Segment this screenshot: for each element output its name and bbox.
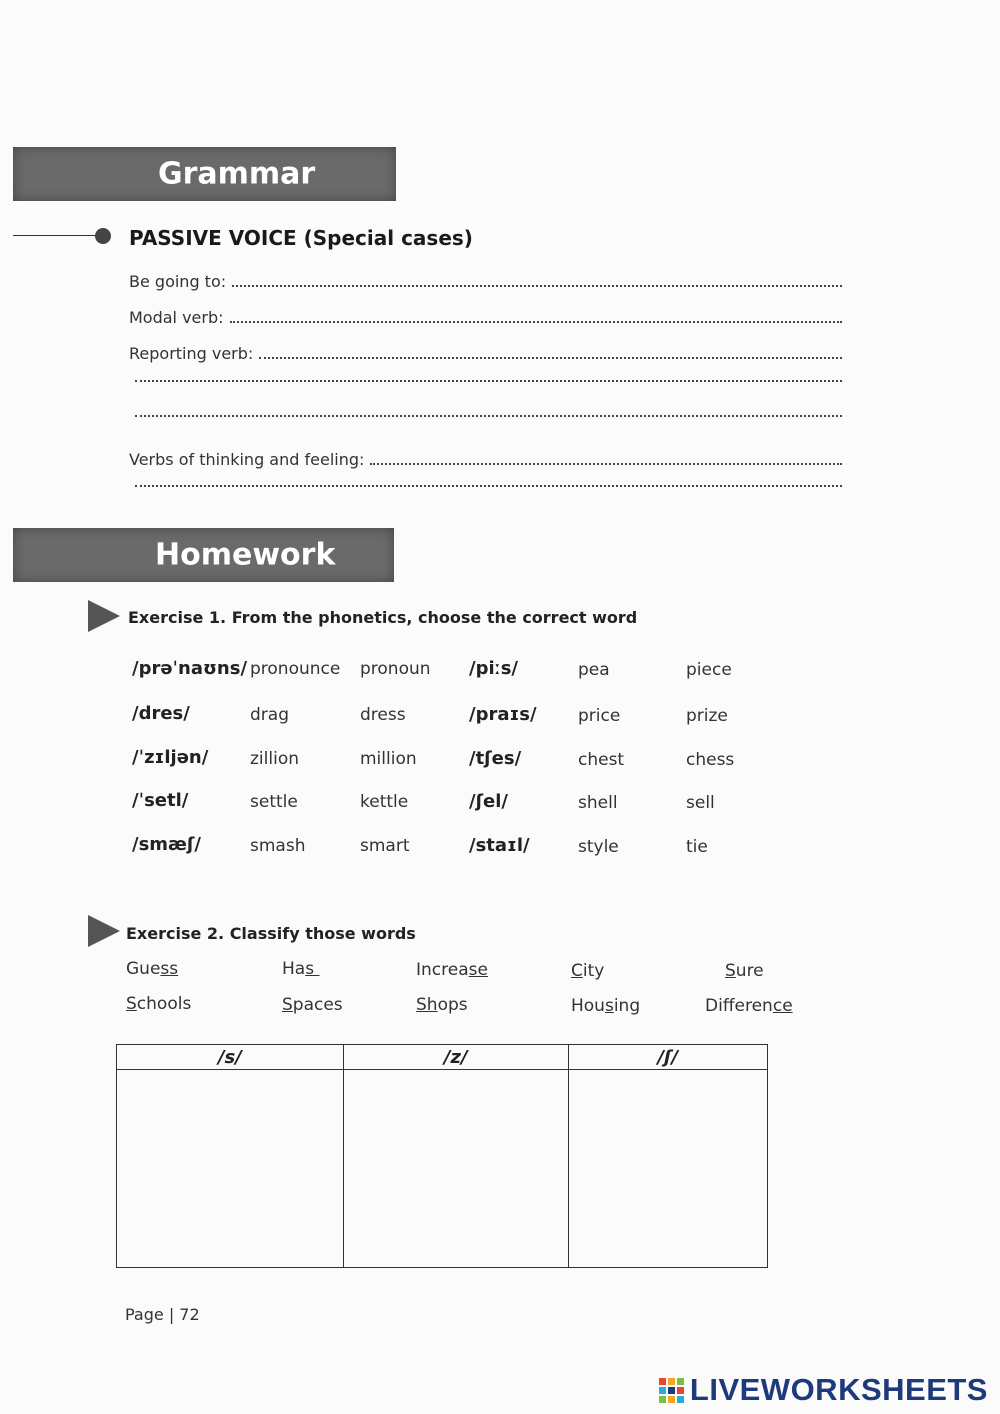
column-header-z: /z/ [343,1045,568,1070]
classify-word[interactable]: Difference [705,996,793,1016]
fill-line-be-going-to[interactable] [129,272,842,291]
page-number: Page | 72 [125,1305,200,1324]
drop-zone-s[interactable] [117,1070,344,1268]
answer-blank[interactable] [232,272,842,287]
fill-label: Reporting verb: [129,344,254,363]
word-option[interactable]: dress [360,705,406,725]
word-option[interactable]: pea [578,660,610,680]
word-option[interactable]: chest [578,750,625,770]
fill-line-reporting-verb[interactable] [129,344,842,363]
classify-word[interactable]: Schools [126,994,192,1014]
fill-line-verbs-thinking-feeling[interactable] [129,450,842,469]
phonetic-label: /ˈsetl/ [132,790,189,811]
word-option[interactable]: sell [686,793,715,813]
triangle-bullet-icon [88,915,120,947]
word-option[interactable]: million [360,749,417,769]
fill-label: Modal verb: [129,308,224,327]
exercise-2-title: Exercise 2. Classify those words [126,924,416,943]
fill-label: Be going to: [129,272,227,291]
phonetic-label: /ʃel/ [469,791,508,812]
answer-blank[interactable] [135,415,842,417]
classify-word[interactable]: Increase [416,960,488,980]
word-option[interactable]: pronoun [360,659,431,679]
word-option[interactable]: zillion [250,749,299,769]
classify-word[interactable]: Sure [725,961,764,981]
word-option[interactable]: style [578,837,619,857]
triangle-bullet-icon [88,600,120,632]
drop-zone-z[interactable] [343,1070,568,1268]
classify-word[interactable]: City [571,961,605,981]
word-option[interactable]: tie [686,837,708,857]
phonetic-label: /tʃes/ [469,748,522,769]
phonetic-label: /smæʃ/ [132,834,201,855]
logo-text: LIVEWORKSHEETS [689,1372,988,1407]
word-option[interactable]: drag [250,705,289,725]
word-option[interactable]: prize [686,706,728,726]
homework-banner [13,528,394,582]
classify-word[interactable]: Guess [126,959,179,979]
bullet-dot-icon [95,228,111,244]
logo-grid-icon [659,1378,684,1403]
classification-table [116,1044,768,1268]
word-option[interactable]: settle [250,792,298,812]
word-option[interactable]: kettle [360,792,409,812]
phonetic-label: /staɪl/ [469,835,530,856]
phonetic-label: /prəˈnaʊns/ [132,658,248,679]
classify-word[interactable]: Shops [416,995,468,1015]
drop-zone-sh[interactable] [568,1070,767,1268]
answer-blank[interactable] [230,308,842,323]
answer-blank[interactable] [370,450,842,465]
phonetic-label: /praɪs/ [469,704,537,725]
bullet-line [13,235,98,236]
word-option[interactable]: price [578,706,621,726]
classify-word[interactable]: Housing [571,996,641,1016]
liveworksheets-logo [659,1372,988,1408]
answer-blank[interactable] [135,485,842,487]
homework-banner-title: Homework [155,537,336,573]
phonetic-label: /piːs/ [469,658,518,679]
exercise-1-title: Exercise 1. From the phonetics, choose the correct word [128,608,638,627]
fill-line-blank[interactable] [129,380,842,386]
fill-line-blank[interactable] [129,485,842,491]
column-header-sh: /ʃ/ [568,1045,767,1070]
column-header-s: /s/ [117,1045,344,1070]
classify-word[interactable]: Spaces [282,995,343,1015]
word-option[interactable]: smart [360,836,410,856]
fill-label: Verbs of thinking and feeling: [129,450,365,469]
grammar-banner [13,147,396,201]
word-option[interactable]: piece [686,660,732,680]
phonetic-label: /dres/ [132,703,190,724]
section-title: PASSIVE VOICE (Special cases) [129,226,473,250]
classify-word[interactable]: Has [282,959,320,979]
answer-blank[interactable] [135,380,842,382]
word-option[interactable]: smash [250,836,306,856]
phonetic-label: /ˈzɪljən/ [132,747,209,768]
answer-blank[interactable] [259,344,842,359]
word-option[interactable]: shell [578,793,618,813]
fill-line-modal-verb[interactable] [129,308,842,327]
word-option[interactable]: pronounce [250,659,341,679]
grammar-banner-title: Grammar [158,156,316,192]
fill-line-blank[interactable] [129,415,842,421]
word-option[interactable]: chess [686,750,735,770]
